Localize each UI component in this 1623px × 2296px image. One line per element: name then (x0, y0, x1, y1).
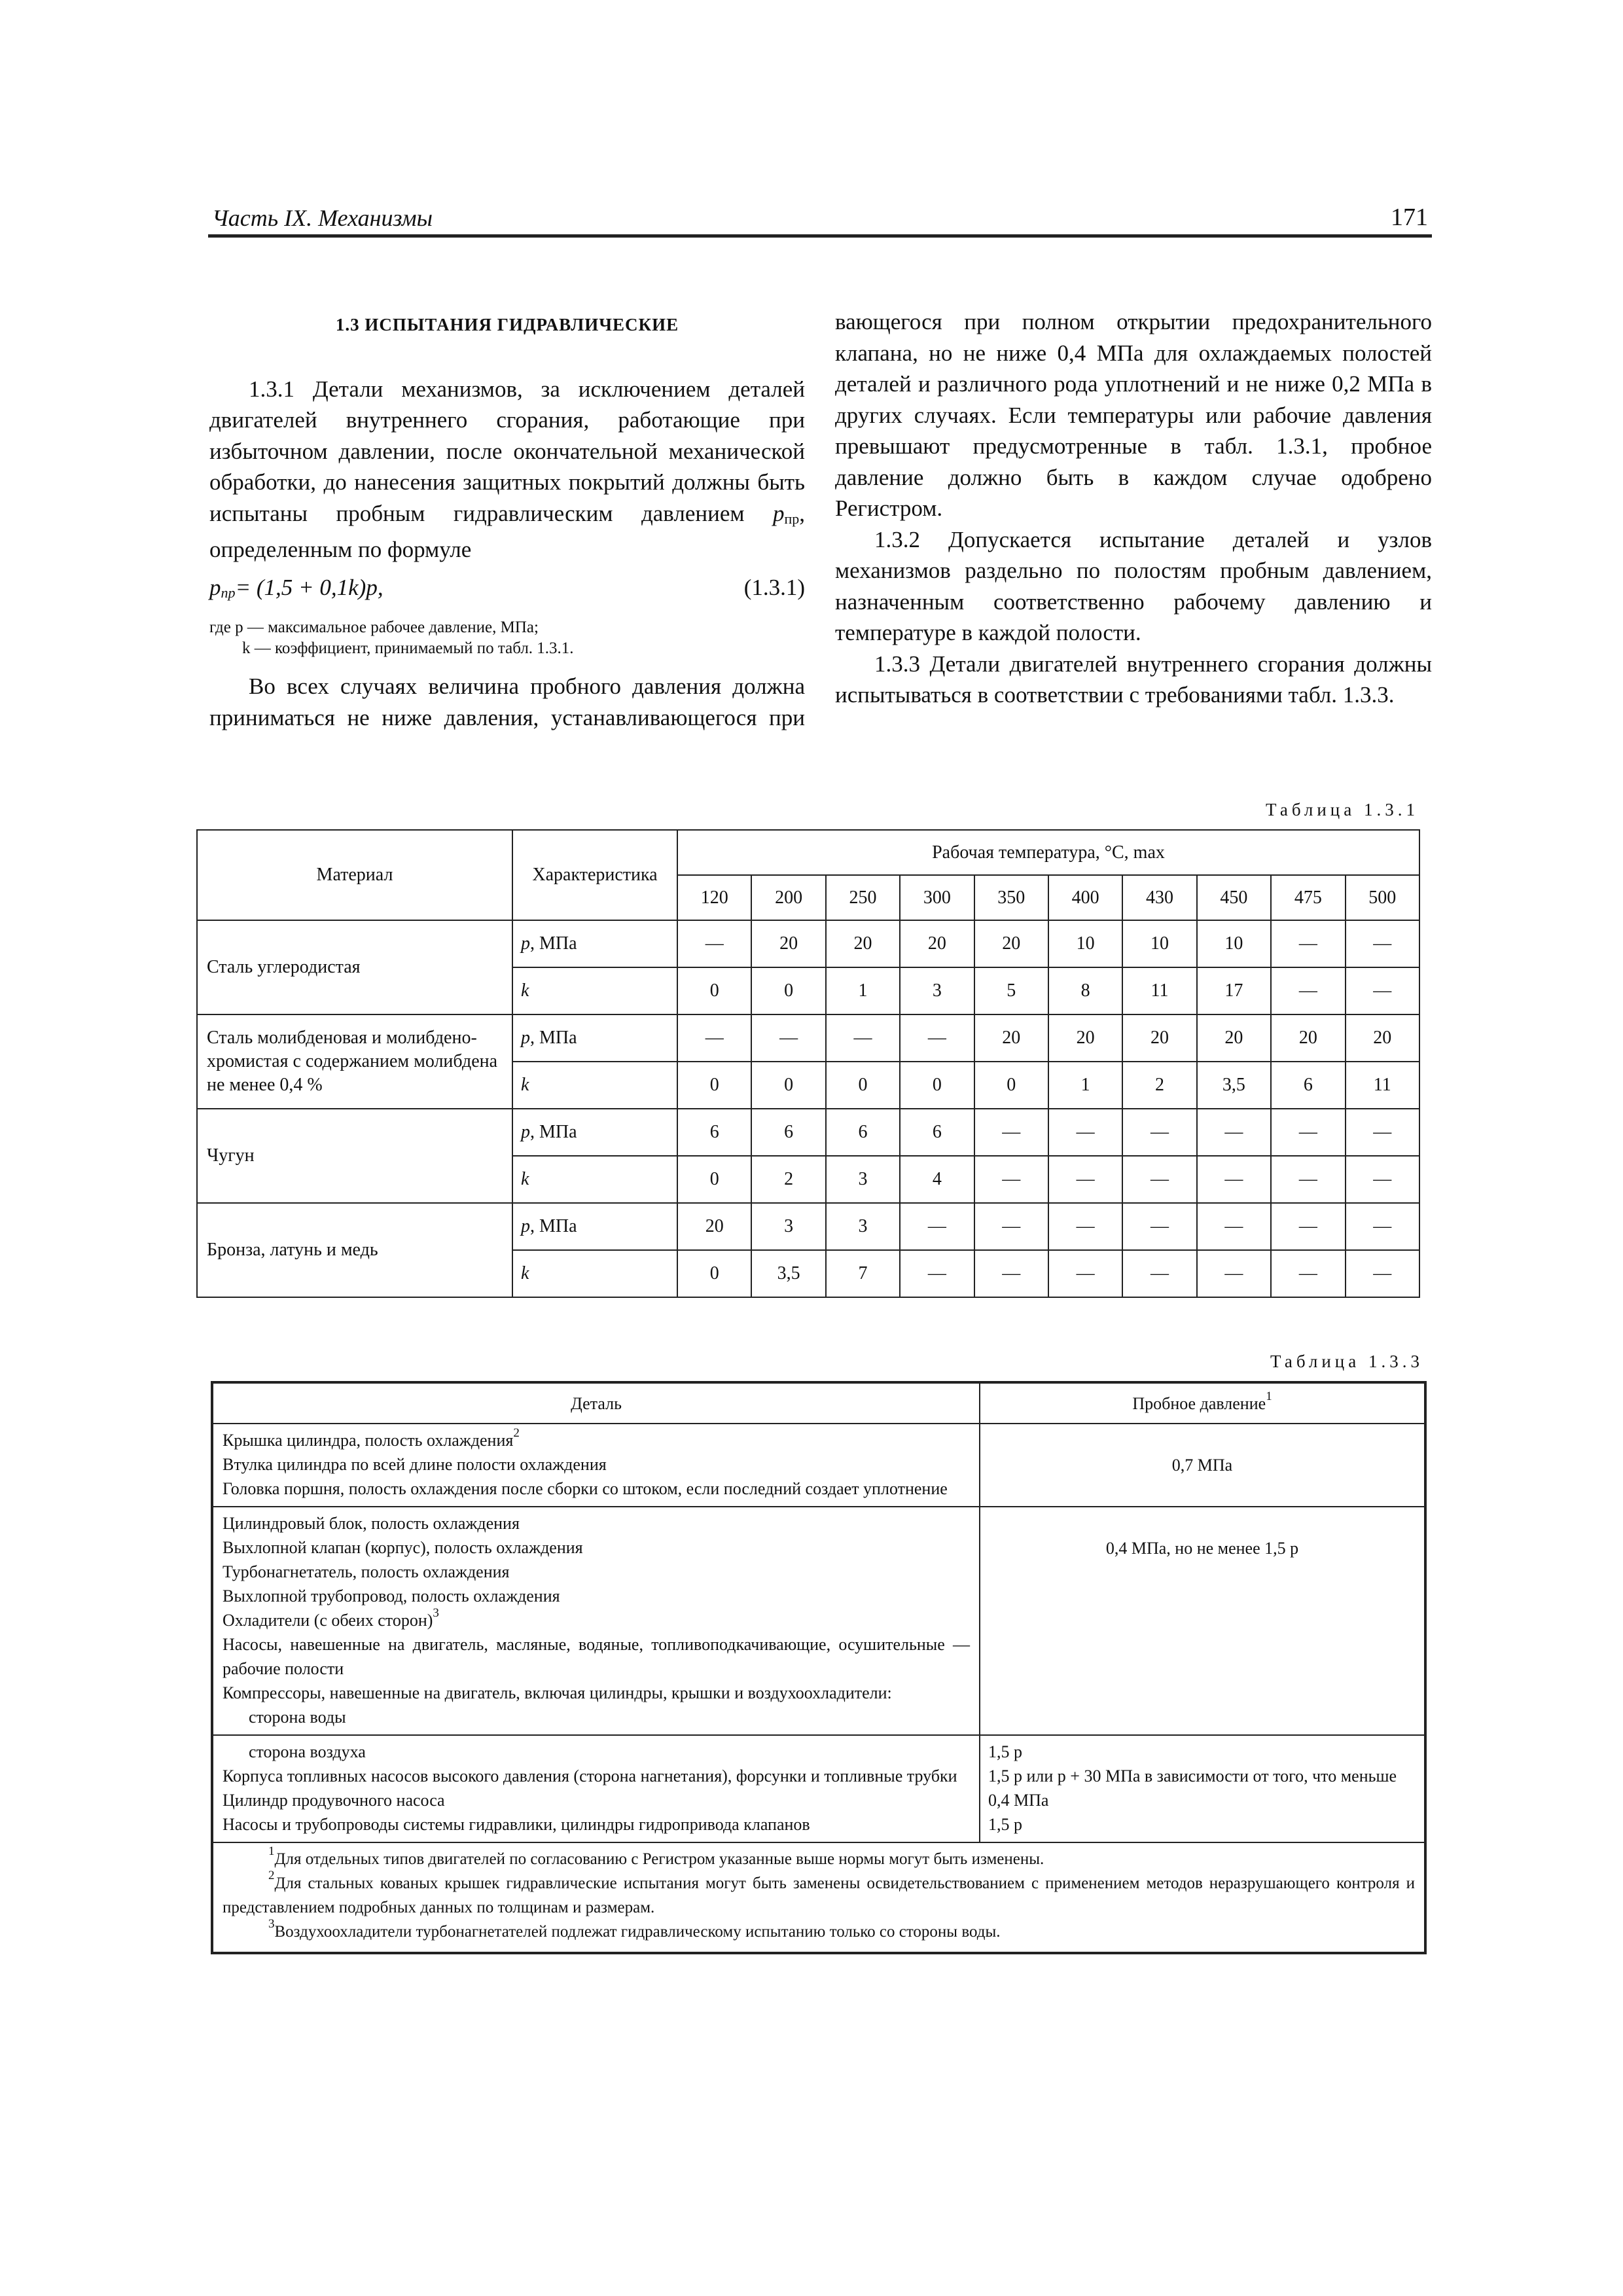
table-cell: — (1122, 1250, 1196, 1297)
table-cell: — (1197, 1109, 1271, 1156)
temperature-header: 250 (826, 875, 900, 920)
temperature-header: 475 (1271, 875, 1345, 920)
table-cell: 20 (1048, 1014, 1122, 1062)
table-cell: 0 (677, 1156, 751, 1203)
table-cell: — (1346, 1203, 1419, 1250)
table-cell: 4 (900, 1156, 974, 1203)
table-cell: — (1346, 967, 1419, 1014)
table-cell: 20 (1122, 1014, 1196, 1062)
table-cell: — (1122, 1203, 1196, 1250)
table-cell: 11 (1346, 1062, 1419, 1109)
temperature-header: 500 (1346, 875, 1419, 920)
col-header-temperature: Рабочая температура, °С, max (677, 830, 1419, 875)
table-cell: — (677, 920, 751, 967)
characteristic-cell: k (512, 1250, 677, 1297)
characteristic-cell: p, МПа (512, 1014, 677, 1062)
table-cell: 3 (826, 1203, 900, 1250)
table-cell: 0 (677, 1250, 751, 1297)
table-cell: — (1197, 1156, 1271, 1203)
table-cell: 10 (1048, 920, 1122, 967)
list-item: Насосы, навешенные на двигатель, масляные, водяные, топливоподкачивающие, осушительные — рабочие полости (223, 1635, 970, 1678)
list-item: Компрессоры, навешенные на двигатель, включая цилиндры, крышки и воздухоохладители: (223, 1683, 892, 1702)
formula-legend (209, 617, 805, 659)
footnote: $^1$Для отдельных типов двигателей по согласованию с Регистром указанные выше нормы могут быть изменены. (268, 1844, 1044, 1868)
table-cell: — (1346, 1156, 1419, 1203)
material-cell: Чугун (197, 1109, 512, 1203)
table-cell: — (900, 1014, 974, 1062)
table-cell: 0 (900, 1062, 974, 1109)
table-footnotes (212, 1842, 1425, 1953)
group-1-pressure: 0,7 МПа (980, 1424, 1425, 1507)
material-cell: Сталь углеродистая (197, 920, 512, 1014)
table-cell: 6 (1271, 1062, 1345, 1109)
table-cell: — (1048, 1156, 1122, 1203)
col-header-pressure: Пробное давление$^1$ (980, 1382, 1425, 1424)
table-cell: 5 (974, 967, 1048, 1014)
table-cell: 1 (826, 967, 900, 1014)
col-header-characteristic: Характеристика (512, 830, 677, 920)
table-cell: — (1122, 1109, 1196, 1156)
table-cell: — (974, 1156, 1048, 1203)
left-column (209, 298, 805, 733)
paragraph-2-continued: вающегося при полном открытии предохранительного клапана, но не ниже 0,4 МПа для охлаждаемых полостей деталей и различного рода уплотнений и не ниже 0,2 МПа в других случаях. Если температуры или рабочие давления превышают предусмотренные в табл. 1.3.1, пробное давление должно быть в каждом случае одобрено Регистром. (835, 309, 1432, 521)
characteristic-cell: k (512, 967, 677, 1014)
characteristic-cell: p, МПа (512, 1203, 677, 1250)
table-cell: 17 (1197, 967, 1271, 1014)
table-cell: 2 (1122, 1062, 1196, 1109)
table-cell: — (826, 1014, 900, 1062)
characteristic-cell: k (512, 1156, 677, 1203)
table-cell: 20 (1271, 1014, 1345, 1062)
material-cell: Сталь молибденовая и молибдено-хромистая с содержанием молибдена не менее 0,4 % (197, 1014, 512, 1109)
table-cell: 3,5 (751, 1250, 825, 1297)
temperature-header: 400 (1048, 875, 1122, 920)
table-cell: — (1346, 1109, 1419, 1156)
table-cell: 0 (677, 1062, 751, 1109)
running-header (208, 196, 1432, 238)
table-cell: 11 (1122, 967, 1196, 1014)
table-cell: — (1271, 967, 1345, 1014)
group-1-details (212, 1424, 980, 1507)
table-row (197, 1203, 1419, 1250)
table-cell: — (900, 1250, 974, 1297)
table-row (197, 1109, 1419, 1156)
list-item: Крышка цилиндра, полость охлаждения$^2$ (223, 1426, 520, 1450)
table-cell: — (1271, 1250, 1345, 1297)
table-cell: 0 (826, 1062, 900, 1109)
table-cell: 0 (677, 967, 751, 1014)
table-cell: — (1271, 1203, 1345, 1250)
pressure-value: 1,5 p или p + 30 МПа в зависимости от того, что меньше (988, 1767, 1397, 1785)
section-title: 1.3 ИСПЫТАНИЯ ГИДРАВЛИЧЕСКИЕ (335, 315, 679, 334)
pressure-value: 1,5 p (988, 1742, 1022, 1761)
paragraph-1-3-1 (209, 374, 805, 565)
list-item: сторона воды (249, 1708, 346, 1727)
paragraph-1-3-3: 1.3.3 Детали двигателей внутреннего сгорания должны испытываться в соответствии с требованиями табл. 1.3.3. (835, 651, 1433, 708)
table-cell: 6 (677, 1109, 751, 1156)
table-cell: — (1197, 1250, 1271, 1297)
table-cell: 0 (974, 1062, 1048, 1109)
list-item: Цилиндр продувочного насоса (223, 1791, 445, 1810)
table-cell: 6 (826, 1109, 900, 1156)
temperature-header: 350 (974, 875, 1048, 920)
paragraph-text: Детали механизмов, за исключением деталей двигателей внутреннего сгорания, работающие при избыточном давлении, после окончательной механической обработки, до нанесения защитных покрытий должны быть испытаны пробным гидравлическим давлением (209, 376, 805, 526)
table-1-3-1 (196, 829, 1420, 1298)
table-cell: 20 (1197, 1014, 1271, 1062)
table-cell: 3 (900, 967, 974, 1014)
table-cell: — (1271, 920, 1345, 967)
table-cell: 6 (751, 1109, 825, 1156)
footnote: $^3$Воздухоохладители турбонагнетателей подлежат гидравлическому испытанию только со стороны воды. (268, 1917, 1001, 1941)
paragraph-2-start: Во всех случаях величина пробного давления должна приниматься не ниже давления, устанавливающегося при (209, 673, 805, 730)
table-1-3-3 (211, 1381, 1427, 1954)
temperature-header: 200 (751, 875, 825, 920)
list-item: Насосы и трубопроводы системы гидравлики, цилиндры гидропривода клапанов (223, 1815, 810, 1834)
characteristic-cell: k (512, 1062, 677, 1109)
formula: pпр= (1,5 + 0,1k)p, (209, 574, 383, 601)
table-cell: 10 (1122, 920, 1196, 967)
group-2-pressure: 0,4 МПа, но не менее 1,5 p (980, 1507, 1425, 1735)
list-item: Выхлопной клапан (корпус), полость охлаждения (223, 1538, 583, 1557)
table-cell: — (1271, 1156, 1345, 1203)
list-item: Выхлопной трубопровод, полость охлаждения (223, 1587, 560, 1605)
list-item: Корпуса топливных насосов высокого давления (сторона нагнетания), форсунки и топливные трубки (223, 1767, 957, 1785)
table-cell: — (974, 1250, 1048, 1297)
temperature-header: 120 (677, 875, 751, 920)
list-item: Головка поршня, полость охлаждения после сборки со штоком, если последний создает уплотнение (223, 1479, 948, 1498)
group-2-details (212, 1507, 980, 1735)
legend-item: k — коэффициент, принимаемый по табл. 1.3.1. (242, 639, 574, 657)
list-item: Охладители (с обеих сторон)$^3$ (223, 1606, 439, 1630)
characteristic-cell: p, МПа (512, 920, 677, 967)
page-number: 171 (1391, 204, 1428, 231)
col-header-material: Материал (197, 830, 512, 920)
paragraph-tail: , определенным по формуле (209, 500, 805, 562)
table-cell: — (974, 1109, 1048, 1156)
table-cell: — (1197, 1203, 1271, 1250)
table-cell: 20 (974, 1014, 1048, 1062)
table-cell: 20 (1346, 1014, 1419, 1062)
table-cell: 2 (751, 1156, 825, 1203)
table-cell: 0 (751, 1062, 825, 1109)
table-row (197, 1014, 1419, 1062)
table-cell: 6 (900, 1109, 974, 1156)
table-cell: 3 (751, 1203, 825, 1250)
table-cell: — (1048, 1109, 1122, 1156)
pressure-value: 0,4 МПа (988, 1791, 1049, 1810)
table-cell: 20 (677, 1203, 751, 1250)
table-cell: — (751, 1014, 825, 1062)
legend-item: где p — максимальное рабочее давление, МПа; (209, 619, 539, 636)
table-cell: 3 (826, 1156, 900, 1203)
list-item: Втулка цилиндра по всей длине полости охлаждения (223, 1455, 607, 1474)
paragraph-1-3-2: 1.3.2 Допускается испытание деталей и узлов механизмов раздельно по полостям пробным давлением, назначенным соответственно рабочему давлению и температуре в каждой полости. (835, 526, 1432, 645)
table-1-3-3-caption: Таблица 1.3.3 (1270, 1352, 1423, 1371)
table-row (197, 920, 1419, 967)
group-3-details (212, 1735, 980, 1842)
group-3-pressures (980, 1735, 1425, 1842)
col-header-detail: Деталь (212, 1382, 980, 1424)
table-cell: — (677, 1014, 751, 1062)
table-cell: — (1122, 1156, 1196, 1203)
formula-number: (1.3.1) (743, 574, 805, 600)
table-cell: — (1048, 1203, 1122, 1250)
list-item: сторона воздуха (249, 1742, 366, 1761)
header-title: Часть IX. Механизмы (212, 205, 433, 231)
list-item: Турбонагнетатель, полость охлаждения (223, 1562, 510, 1581)
table-cell: 10 (1197, 920, 1271, 967)
table-cell: — (1346, 920, 1419, 967)
temperature-header: 450 (1197, 875, 1271, 920)
table-cell: — (1271, 1109, 1345, 1156)
symbol-subscript: пр (784, 510, 800, 527)
table-cell: 0 (751, 967, 825, 1014)
table-cell: 1 (1048, 1062, 1122, 1109)
formula-line (209, 572, 805, 609)
temperature-header: 300 (900, 875, 974, 920)
table-cell: — (974, 1203, 1048, 1250)
table-1-3-1-caption: Таблица 1.3.1 (1266, 800, 1419, 819)
table-cell: — (1048, 1250, 1122, 1297)
table-cell: — (1346, 1250, 1419, 1297)
table-cell: — (900, 1203, 974, 1250)
table-cell: 20 (751, 920, 825, 967)
footnote: $^2$Для стальных кованых крышек гидравлические испытания могут быть заменены освидетельствованием с применением методов неразрушающего контроля и представлением подробных данных по толщинам и размерам. (223, 1869, 1415, 1916)
symbol-p: p (772, 500, 785, 526)
table-cell: 8 (1048, 967, 1122, 1014)
formula-body: = (1,5 + 0,1k)p, (235, 574, 383, 600)
characteristic-cell: p, МПа (512, 1109, 677, 1156)
pressure-value: 1,5 p (988, 1815, 1022, 1834)
table-cell: 3,5 (1197, 1062, 1271, 1109)
list-item: Цилиндровый блок, полость охлаждения (223, 1514, 520, 1533)
right-column (835, 306, 1432, 711)
temperature-header: 430 (1122, 875, 1196, 920)
clause-number: 1.3.1 (249, 376, 294, 402)
material-cell: Бронза, латунь и медь (197, 1203, 512, 1297)
table-cell: 7 (826, 1250, 900, 1297)
table-cell: 20 (826, 920, 900, 967)
table-cell: 20 (974, 920, 1048, 967)
table-cell: 20 (900, 920, 974, 967)
